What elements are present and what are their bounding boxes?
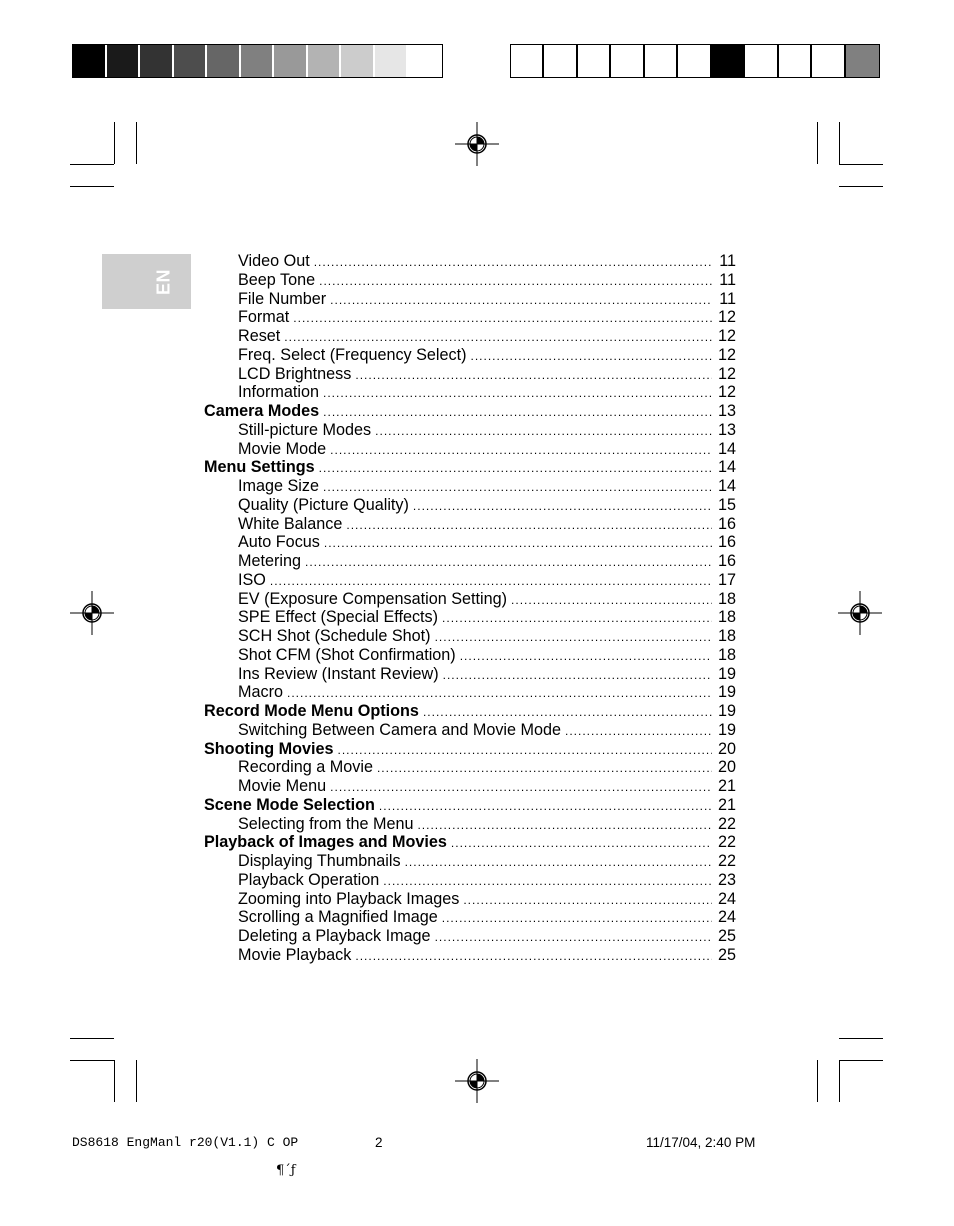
crop-mark <box>70 1060 114 1061</box>
toc-entry-page: 25 <box>717 945 736 964</box>
crop-mark <box>839 186 883 187</box>
toc-leader-dots <box>293 309 712 328</box>
toc-leader-dots <box>270 572 712 591</box>
color-swatch <box>578 45 611 77</box>
toc-leader-dots <box>565 722 712 741</box>
toc-entry-label: Scrolling a Magnified Image <box>238 908 438 927</box>
color-swatch <box>511 45 544 77</box>
toc-entry <box>204 308 736 327</box>
toc-entry <box>204 402 736 421</box>
toc-leader-dots <box>330 441 712 460</box>
color-swatch <box>140 45 174 77</box>
color-swatch <box>107 45 141 77</box>
toc-entry-label: EV (Exposure Compensation Setting) <box>238 589 508 608</box>
toc-entry-label: Beep Tone <box>238 270 316 289</box>
toc-entry-label: Shooting Movies <box>204 739 334 758</box>
toc-entry <box>204 890 736 909</box>
toc-entry-page: 16 <box>717 514 736 533</box>
toc-entry <box>204 683 736 702</box>
toc-entry-page: 11 <box>719 289 736 308</box>
crop-mark <box>817 1060 818 1102</box>
color-swatch <box>308 45 342 77</box>
color-swatch <box>846 45 879 77</box>
toc-entry-label: Selecting from the Menu <box>238 814 414 833</box>
toc-entry <box>204 946 736 965</box>
toc-entry-label: Movie Menu <box>238 777 327 795</box>
toc-entry-label: Metering <box>238 552 301 570</box>
toc-entry-page: 14 <box>717 439 736 458</box>
toc-entry-label: White Balance <box>238 514 343 533</box>
toc-entry <box>204 815 736 834</box>
toc-entry <box>204 271 736 290</box>
color-swatch <box>408 45 442 77</box>
toc-leader-dots <box>314 253 712 272</box>
toc-entry-label: Video Out <box>238 252 310 270</box>
toc-entry-page: 12 <box>717 364 736 383</box>
toc-entry-label: Freq. Select (Frequency Select) <box>238 345 467 364</box>
toc-entry <box>204 383 736 402</box>
color-swatch <box>241 45 275 77</box>
toc-entry <box>204 740 736 759</box>
toc-leader-dots <box>305 553 712 572</box>
toc-entry-page: 18 <box>717 627 736 645</box>
toc-entry-label: Playback Operation <box>238 870 380 889</box>
toc-leader-dots <box>435 628 712 647</box>
toc-entry-page: 13 <box>717 402 736 420</box>
toc-leader-dots <box>451 834 712 853</box>
toc-entry <box>204 421 736 440</box>
toc-entry-label: Scene Mode Selection <box>204 795 375 814</box>
toc-entry-label: Playback of Images and Movies <box>204 833 447 852</box>
crop-mark <box>114 1060 115 1102</box>
toc-entry-page: 18 <box>717 608 736 627</box>
color-swatch <box>174 45 208 77</box>
toc-entry <box>204 327 736 346</box>
toc-leader-dots <box>287 684 712 703</box>
toc-entry-page: 22 <box>717 814 736 833</box>
toc-entry-label: Menu Settings <box>204 458 315 477</box>
toc-entry-page: 11 <box>719 270 736 289</box>
registration-mark-icon <box>838 591 882 635</box>
crop-mark <box>839 122 840 164</box>
toc-entry <box>204 290 736 309</box>
toc-leader-dots <box>442 909 712 928</box>
toc-leader-dots <box>511 591 712 610</box>
toc-entry-page: 22 <box>717 852 736 870</box>
toc-entry-page: 23 <box>717 870 736 889</box>
toc-entry-label: ISO <box>238 570 266 589</box>
toc-leader-dots <box>463 891 712 910</box>
crop-mark <box>839 1060 840 1102</box>
toc-entry-page: 12 <box>717 345 736 364</box>
crop-mark <box>70 1038 114 1039</box>
toc-entry-page: 19 <box>717 702 736 720</box>
toc-entry <box>204 252 736 271</box>
toc-entry <box>204 721 736 740</box>
footer-file-name: DS8618 EngManl r20(V1.1) C OP <box>72 1135 299 1150</box>
toc-entry-page: 15 <box>717 495 736 514</box>
toc-leader-dots <box>323 478 712 497</box>
toc-entry-label: Ins Review (Instant Review) <box>238 664 439 683</box>
crop-mark <box>136 122 137 164</box>
toc-entry <box>204 908 736 927</box>
toc-entry-page: 21 <box>717 795 736 814</box>
color-swatch <box>611 45 644 77</box>
toc-entry-label: Reset <box>238 327 281 345</box>
toc-entry-label: Shot CFM (Shot Confirmation) <box>238 645 456 664</box>
toc-leader-dots <box>423 703 712 722</box>
footer-garbled-text: ¶ˊƒ <box>276 1163 296 1178</box>
toc-entry-label: Auto Focus <box>238 533 320 552</box>
toc-leader-dots <box>355 366 712 385</box>
registration-mark-icon <box>455 122 499 166</box>
toc-entry-page: 11 <box>719 252 736 270</box>
toc-entry-label: SPE Effect (Special Effects) <box>238 608 439 627</box>
toc-leader-dots <box>284 328 712 347</box>
registration-mark-icon <box>455 1059 499 1103</box>
toc-leader-dots <box>405 853 712 872</box>
toc-leader-dots <box>323 403 712 422</box>
toc-leader-dots <box>324 534 712 553</box>
toc-leader-dots <box>443 666 712 685</box>
toc-entry-label: Movie Mode <box>238 439 327 458</box>
toc-entry-page: 24 <box>717 889 736 908</box>
toc-leader-dots <box>417 816 712 835</box>
toc-entry-label: Image Size <box>238 477 319 495</box>
toc-leader-dots <box>330 291 712 310</box>
color-swatch <box>73 45 107 77</box>
color-swatch <box>745 45 778 77</box>
language-tab-label: EN <box>153 268 174 296</box>
crop-mark <box>839 1060 883 1061</box>
toc-entry-page: 14 <box>717 477 736 495</box>
crop-mark <box>817 122 818 164</box>
language-tab <box>102 254 191 309</box>
toc-entry <box>204 458 736 477</box>
toc-leader-dots <box>471 347 712 366</box>
toc-entry <box>204 871 736 890</box>
crop-mark <box>839 164 883 165</box>
toc-entry-label: Record Mode Menu Options <box>204 702 419 720</box>
toc-entry-label: Macro <box>238 683 283 702</box>
toc-leader-dots <box>383 872 712 891</box>
toc-entry-page: 16 <box>717 552 736 570</box>
color-swatch <box>678 45 711 77</box>
toc-entry <box>204 927 736 946</box>
color-swatch <box>341 45 375 77</box>
toc-entry <box>204 346 736 365</box>
toc-entry-label: Quality (Picture Quality) <box>238 495 409 514</box>
toc-entry <box>204 627 736 646</box>
toc-leader-dots <box>338 741 713 760</box>
toc-leader-dots <box>355 947 712 966</box>
toc-entry <box>204 758 736 777</box>
toc-entry-page: 22 <box>717 833 736 852</box>
toc-entry <box>204 796 736 815</box>
table-of-contents <box>204 252 736 965</box>
color-swatch <box>207 45 241 77</box>
color-swatch <box>712 45 745 77</box>
color-swatch <box>779 45 812 77</box>
toc-entry-page: 16 <box>717 533 736 552</box>
grayscale-color-bar <box>72 44 443 78</box>
color-swatch <box>544 45 577 77</box>
toc-entry-label: Information <box>238 383 319 402</box>
toc-entry <box>204 852 736 871</box>
toc-entry-label: Switching Between Camera and Movie Mode <box>238 720 562 739</box>
toc-entry-label: File Number <box>238 289 327 308</box>
toc-entry-page: 13 <box>717 420 736 439</box>
toc-entry-page: 24 <box>717 908 736 927</box>
toc-leader-dots <box>413 497 712 516</box>
toc-entry-page: 19 <box>717 664 736 683</box>
toc-leader-dots <box>319 272 712 291</box>
registration-mark-icon <box>70 591 114 635</box>
toc-entry-page: 19 <box>717 683 736 702</box>
toc-leader-dots <box>375 422 712 441</box>
color-swatch <box>812 45 845 77</box>
toc-entry <box>204 833 736 852</box>
toc-entry-label: Deleting a Playback Image <box>238 927 431 945</box>
toc-leader-dots <box>460 647 712 666</box>
toc-entry-label: LCD Brightness <box>238 364 352 383</box>
toc-entry <box>204 515 736 534</box>
toc-leader-dots <box>330 778 712 797</box>
toc-entry-page: 12 <box>717 383 736 402</box>
toc-entry <box>204 590 736 609</box>
toc-entry-label: Format <box>238 308 290 327</box>
toc-entry-page: 21 <box>717 777 736 795</box>
toc-entry-page: 12 <box>717 327 736 345</box>
toc-entry-label: Movie Playback <box>238 945 352 964</box>
toc-leader-dots <box>346 516 712 535</box>
toc-entry <box>204 665 736 684</box>
toc-entry-page: 18 <box>717 645 736 664</box>
toc-entry-page: 25 <box>717 927 736 945</box>
crop-mark <box>136 1060 137 1102</box>
toc-entry-page: 14 <box>717 458 736 477</box>
toc-leader-dots <box>377 759 712 778</box>
toc-entry-page: 19 <box>717 720 736 739</box>
toc-entry <box>204 646 736 665</box>
color-swatch <box>645 45 678 77</box>
toc-leader-dots <box>435 928 712 947</box>
toc-entry-label: Recording a Movie <box>238 758 373 777</box>
toc-entry-label: Displaying Thumbnails <box>238 852 401 870</box>
toc-entry-page: 20 <box>717 758 736 777</box>
toc-entry <box>204 571 736 590</box>
toc-entry-label: Zooming into Playback Images <box>238 889 460 908</box>
crop-mark <box>114 122 115 164</box>
toc-entry <box>204 777 736 796</box>
toc-leader-dots <box>379 797 712 816</box>
crop-mark <box>70 186 114 187</box>
toc-entry <box>204 496 736 515</box>
footer-page-number: 2 <box>375 1135 383 1150</box>
toc-entry-page: 20 <box>717 739 736 758</box>
registration-color-bar <box>510 44 880 78</box>
toc-entry <box>204 365 736 384</box>
toc-entry <box>204 533 736 552</box>
toc-entry <box>204 440 736 459</box>
toc-leader-dots <box>442 609 712 628</box>
toc-entry-label: Camera Modes <box>204 402 320 420</box>
toc-entry <box>204 702 736 721</box>
toc-entry-page: 12 <box>717 308 736 327</box>
crop-mark <box>839 1038 883 1039</box>
toc-entry <box>204 608 736 627</box>
color-swatch <box>375 45 409 77</box>
toc-entry <box>204 552 736 571</box>
toc-entry-page: 17 <box>717 570 736 589</box>
toc-entry-label: Still-picture Modes <box>238 420 372 439</box>
toc-leader-dots <box>323 384 712 403</box>
color-swatch <box>274 45 308 77</box>
crop-mark <box>70 164 114 165</box>
footer-datetime: 11/17/04, 2:40 PM <box>646 1135 756 1150</box>
toc-leader-dots <box>319 459 712 478</box>
toc-entry-page: 18 <box>717 589 736 608</box>
toc-entry-label: SCH Shot (Schedule Shot) <box>238 627 431 645</box>
toc-entry <box>204 477 736 496</box>
